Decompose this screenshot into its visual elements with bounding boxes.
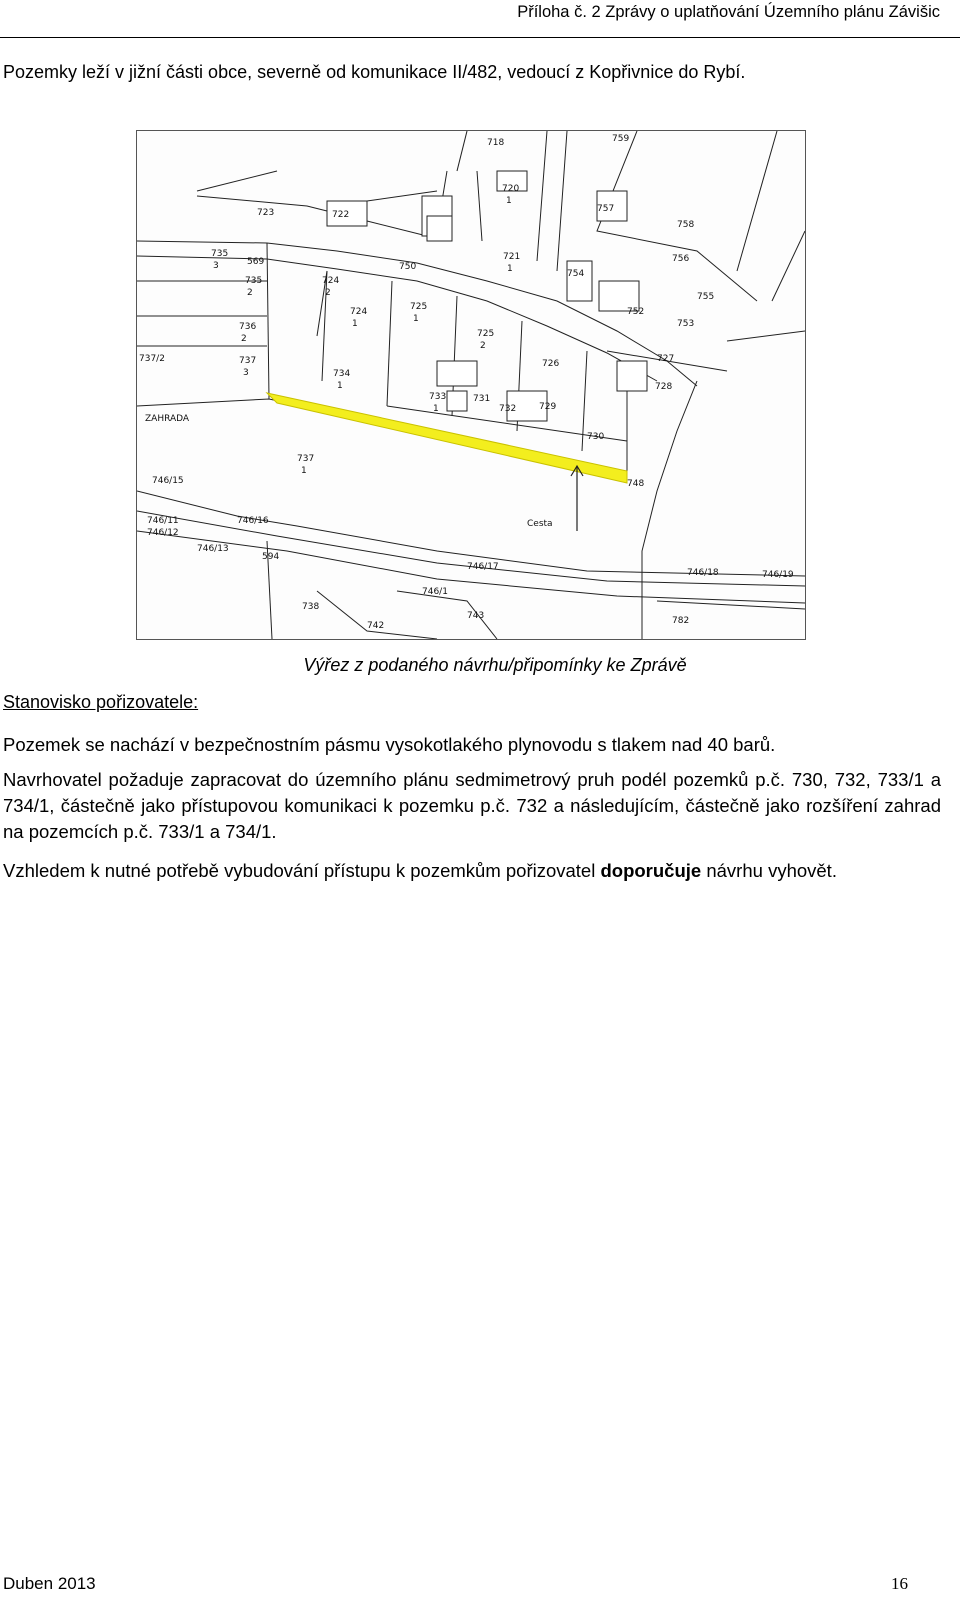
map-parcel-label: 1	[337, 381, 343, 391]
map-label-zahrada: ZAHRADA	[145, 414, 190, 424]
map-parcel-label: 756	[672, 254, 690, 264]
map-parcel-label: 735	[245, 276, 263, 286]
map-parcel-label: 2	[247, 288, 253, 298]
map-parcel-label: 721	[503, 252, 521, 262]
map-label-cesta: Cesta	[527, 519, 553, 529]
map-parcel-label: 737	[297, 454, 315, 464]
paragraph-3-bold: doporučuje	[600, 860, 702, 881]
paragraph-2: Navrhovatel požaduje zapracovat do územního plánu sedmimetrový pruh podél pozemků p.č. 730, 732, 733/1 a 734/1, částečně jako přístupovou komunikaci k pozemku p.č. 732 a následujícím, částečně jako rozšíření zahrad na pozemcích p.č. 733/1 a 734/1.	[3, 769, 941, 842]
map-parcel-label: 1	[301, 466, 307, 476]
map-parcel-label: 750	[399, 262, 417, 272]
map-parcel-label: 757	[597, 204, 615, 214]
cadastral-map	[136, 130, 806, 640]
map-parcel-label: 743	[467, 611, 485, 621]
cadastral-map-drawing	[137, 131, 805, 639]
paragraph-3-start: Vzhledem k nutné potřebě vybudování přístupu k pozemkům pořizovatel	[3, 860, 601, 881]
map-parcel-label: 782	[672, 616, 690, 626]
map-parcel-label: 735	[211, 249, 229, 259]
stance-title: Stanovisko pořizovatele:	[3, 692, 199, 712]
map-parcel-label: 737	[239, 356, 257, 366]
map-parcel-label: 746/16	[237, 516, 269, 526]
map-parcel-label: 2	[325, 288, 331, 298]
page-number: 16	[891, 1574, 908, 1593]
map-parcel-label: 737/2	[139, 354, 165, 364]
map-parcel-label: 738	[302, 602, 320, 612]
map-parcel-label: 724	[322, 276, 340, 286]
map-parcel-label: 726	[542, 359, 560, 369]
map-parcel-label: 746/18	[687, 568, 719, 578]
map-parcel-label: 748	[627, 479, 645, 489]
map-caption: Výřez z podaného návrhu/připomínky ke Zprávě	[303, 655, 687, 675]
map-parcel-label: 3	[243, 368, 249, 378]
map-parcel-label: 746/13	[197, 544, 229, 554]
map-parcel-label: 758	[677, 220, 695, 230]
map-parcel-label: 746/1	[422, 587, 448, 597]
map-parcel-label: 731	[473, 394, 491, 404]
page-header: Příloha č. 2 Zprávy o uplatňování Územního plánu Závišic	[517, 3, 940, 21]
map-parcel-label: 569	[247, 257, 265, 267]
map-parcel-label: 723	[257, 208, 275, 218]
map-parcel-label: 725	[410, 302, 428, 312]
intro-text: Pozemky leží v jižní části obce, severně od komunikace II/482, vedoucí z Kopřivnice do Rybí.	[3, 62, 746, 82]
map-parcel-label: 2	[241, 334, 247, 344]
map-parcel-label: 742	[367, 621, 385, 631]
map-parcel-label: 1	[352, 319, 358, 329]
map-parcel-label: 752	[627, 307, 645, 317]
map-parcel-label: 594	[262, 552, 280, 562]
map-parcel-label: 724	[350, 307, 368, 317]
map-parcel-label: 753	[677, 319, 695, 329]
map-parcel-label: 746/17	[467, 562, 499, 572]
map-parcel-label: 3	[213, 261, 219, 271]
map-parcel-label: 730	[587, 432, 605, 442]
map-parcel-label: 725	[477, 329, 495, 339]
map-parcel-label: 733	[429, 392, 447, 402]
map-parcel-label: 746/19	[762, 570, 794, 580]
paragraph-3	[3, 858, 941, 884]
map-parcel-label: 754	[567, 269, 585, 279]
map-parcel-label: 1	[413, 314, 419, 324]
map-parcel-label: 734	[333, 369, 351, 379]
map-parcel-label: 720	[502, 184, 520, 194]
map-parcel-label: 718	[487, 138, 505, 148]
map-parcel-label: 1	[507, 264, 513, 274]
map-parcel-label: 759	[612, 134, 630, 144]
footer-date: Duben 2013	[3, 1574, 96, 1593]
map-parcel-label: 755	[697, 292, 715, 302]
paragraph-1: Pozemek se nachází v bezpečnostním pásmu vysokotlakého plynovodu s tlakem nad 40 barů.	[3, 734, 776, 755]
map-parcel-label: 746/15	[152, 476, 184, 486]
header-rule	[0, 37, 960, 38]
map-parcel-label: 2	[480, 341, 486, 351]
arrow-icon	[571, 466, 583, 531]
map-parcel-label: 736	[239, 322, 257, 332]
map-parcel-label: 1	[433, 404, 439, 414]
map-parcel-label: 722	[332, 210, 350, 220]
map-parcel-label: 727	[657, 354, 675, 364]
map-parcel-label: 732	[499, 404, 517, 414]
map-parcel-label: 746/12	[147, 528, 179, 538]
map-parcel-label: 728	[655, 382, 673, 392]
map-parcel-label: 1	[506, 196, 512, 206]
paragraph-3-end: návrhu vyhovět.	[701, 860, 837, 881]
map-parcel-label: 729	[539, 402, 557, 412]
map-parcel-label: 746/11	[147, 516, 179, 526]
